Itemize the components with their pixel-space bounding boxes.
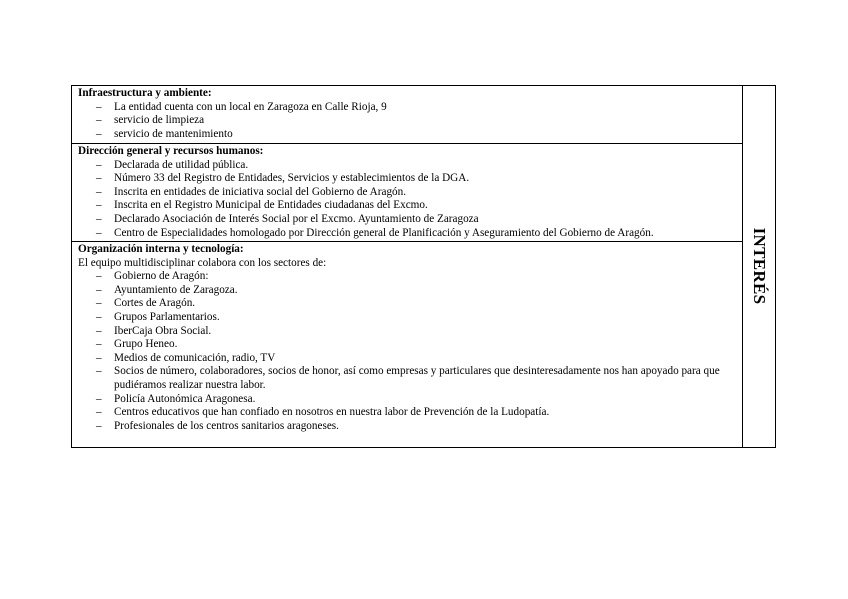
list-item-text: Inscrita en el Registro Municipal de Entidades ciudadanas del Excmo. — [114, 199, 428, 212]
dash-bullet: – — [96, 158, 102, 171]
section-intro: El equipo multidisciplinar colabora con los sectores de: — [78, 256, 327, 269]
section-infraestructura — [72, 86, 742, 143]
list-item-text: Declarado Asociación de Interés Social por el Excmo. Ayuntamiento de Zaragoza — [114, 212, 479, 225]
dash-bullet: – — [96, 365, 102, 378]
dash-bullet: – — [96, 392, 102, 405]
dash-bullet: – — [96, 351, 102, 364]
dash-bullet: – — [96, 226, 102, 239]
dash-bullet: – — [96, 185, 102, 198]
list-item-text: servicio de limpieza — [114, 114, 205, 127]
section-organizacion — [72, 241, 742, 433]
dash-bullet: – — [96, 172, 102, 185]
list-item — [78, 159, 742, 173]
list-item — [78, 101, 742, 115]
list-item-text: Medios de comunicación, radio, TV — [114, 351, 276, 364]
list-item — [78, 393, 742, 407]
list-item-text: Centro de Especialidades homologado por Dirección general de Planificación y Aseguramiento del Gobierno de Aragón. — [114, 226, 654, 239]
side-column — [743, 86, 775, 447]
list-item — [78, 365, 742, 392]
list-item — [78, 270, 742, 284]
dash-bullet: – — [96, 338, 102, 351]
list-item-text: servicio de mantenimiento — [114, 127, 233, 140]
bullet-list — [78, 270, 742, 433]
side-label: INTERÉS — [750, 227, 769, 305]
list-item — [78, 297, 742, 311]
list-item-text: Grupos Parlamentarios. — [114, 310, 220, 323]
dash-bullet: – — [96, 100, 102, 113]
section-heading: Infraestructura y ambiente: — [78, 87, 212, 99]
list-item — [78, 128, 742, 142]
list-item-text: Número 33 del Registro de Entidades, Servicios y establecimientos de la DGA. — [114, 172, 470, 185]
content-column — [72, 86, 743, 447]
list-item — [78, 199, 742, 213]
dash-bullet: – — [96, 199, 102, 212]
section-direccion — [72, 143, 742, 241]
list-item-text: Profesionales de los centros sanitarios aragoneses. — [114, 419, 339, 432]
dash-bullet: – — [96, 283, 102, 296]
list-item — [78, 186, 742, 200]
list-item — [78, 114, 742, 128]
dash-bullet: – — [96, 114, 102, 127]
list-item-text: Grupo Heneo. — [114, 338, 178, 351]
list-item — [78, 420, 742, 434]
list-item-text: La entidad cuenta con un local en Zaragoza en Calle Rioja, 9 — [114, 100, 387, 113]
list-item — [78, 325, 742, 339]
list-item-text: Declarada de utilidad pública. — [114, 158, 249, 171]
dash-bullet: – — [96, 212, 102, 225]
document-table — [71, 85, 776, 448]
dash-bullet: – — [96, 127, 102, 140]
list-item — [78, 311, 742, 325]
dash-bullet: – — [96, 406, 102, 419]
list-item — [78, 227, 742, 241]
list-item — [78, 172, 742, 186]
dash-bullet: – — [96, 419, 102, 432]
list-item — [78, 406, 742, 420]
list-item — [78, 338, 742, 352]
dash-bullet: – — [96, 310, 102, 323]
list-item-text: Cortes de Aragón. — [114, 297, 196, 310]
dash-bullet: – — [96, 324, 102, 337]
list-item-text: Gobierno de Aragón: — [114, 270, 209, 283]
section-heading: Organización interna y tecnología: — [78, 243, 244, 255]
list-item — [78, 352, 742, 366]
list-item-text: IberCaja Obra Social. — [114, 324, 212, 337]
list-item-text: Inscrita en entidades de iniciativa social del Gobierno de Aragón. — [114, 185, 407, 198]
list-item-text: Policía Autonómica Aragonesa. — [114, 392, 256, 405]
section-heading: Dirección general y recursos humanos: — [78, 145, 264, 157]
list-item-text: Centros educativos que han confiado en nosotros en nuestra labor de Prevención de la Ludopatía. — [114, 406, 550, 419]
list-item-text: Socios de número, colaboradores, socios de honor, así como empresas y particulares que desinteresadamente nos han apoyado para que pudiéramos realizar nuestra labor. — [114, 365, 720, 391]
dash-bullet: – — [96, 297, 102, 310]
list-item — [78, 284, 742, 298]
bullet-list — [78, 159, 742, 241]
list-item — [78, 213, 742, 227]
dash-bullet: – — [96, 270, 102, 283]
list-item-text: Ayuntamiento de Zaragoza. — [114, 283, 238, 296]
bullet-list — [78, 101, 742, 142]
